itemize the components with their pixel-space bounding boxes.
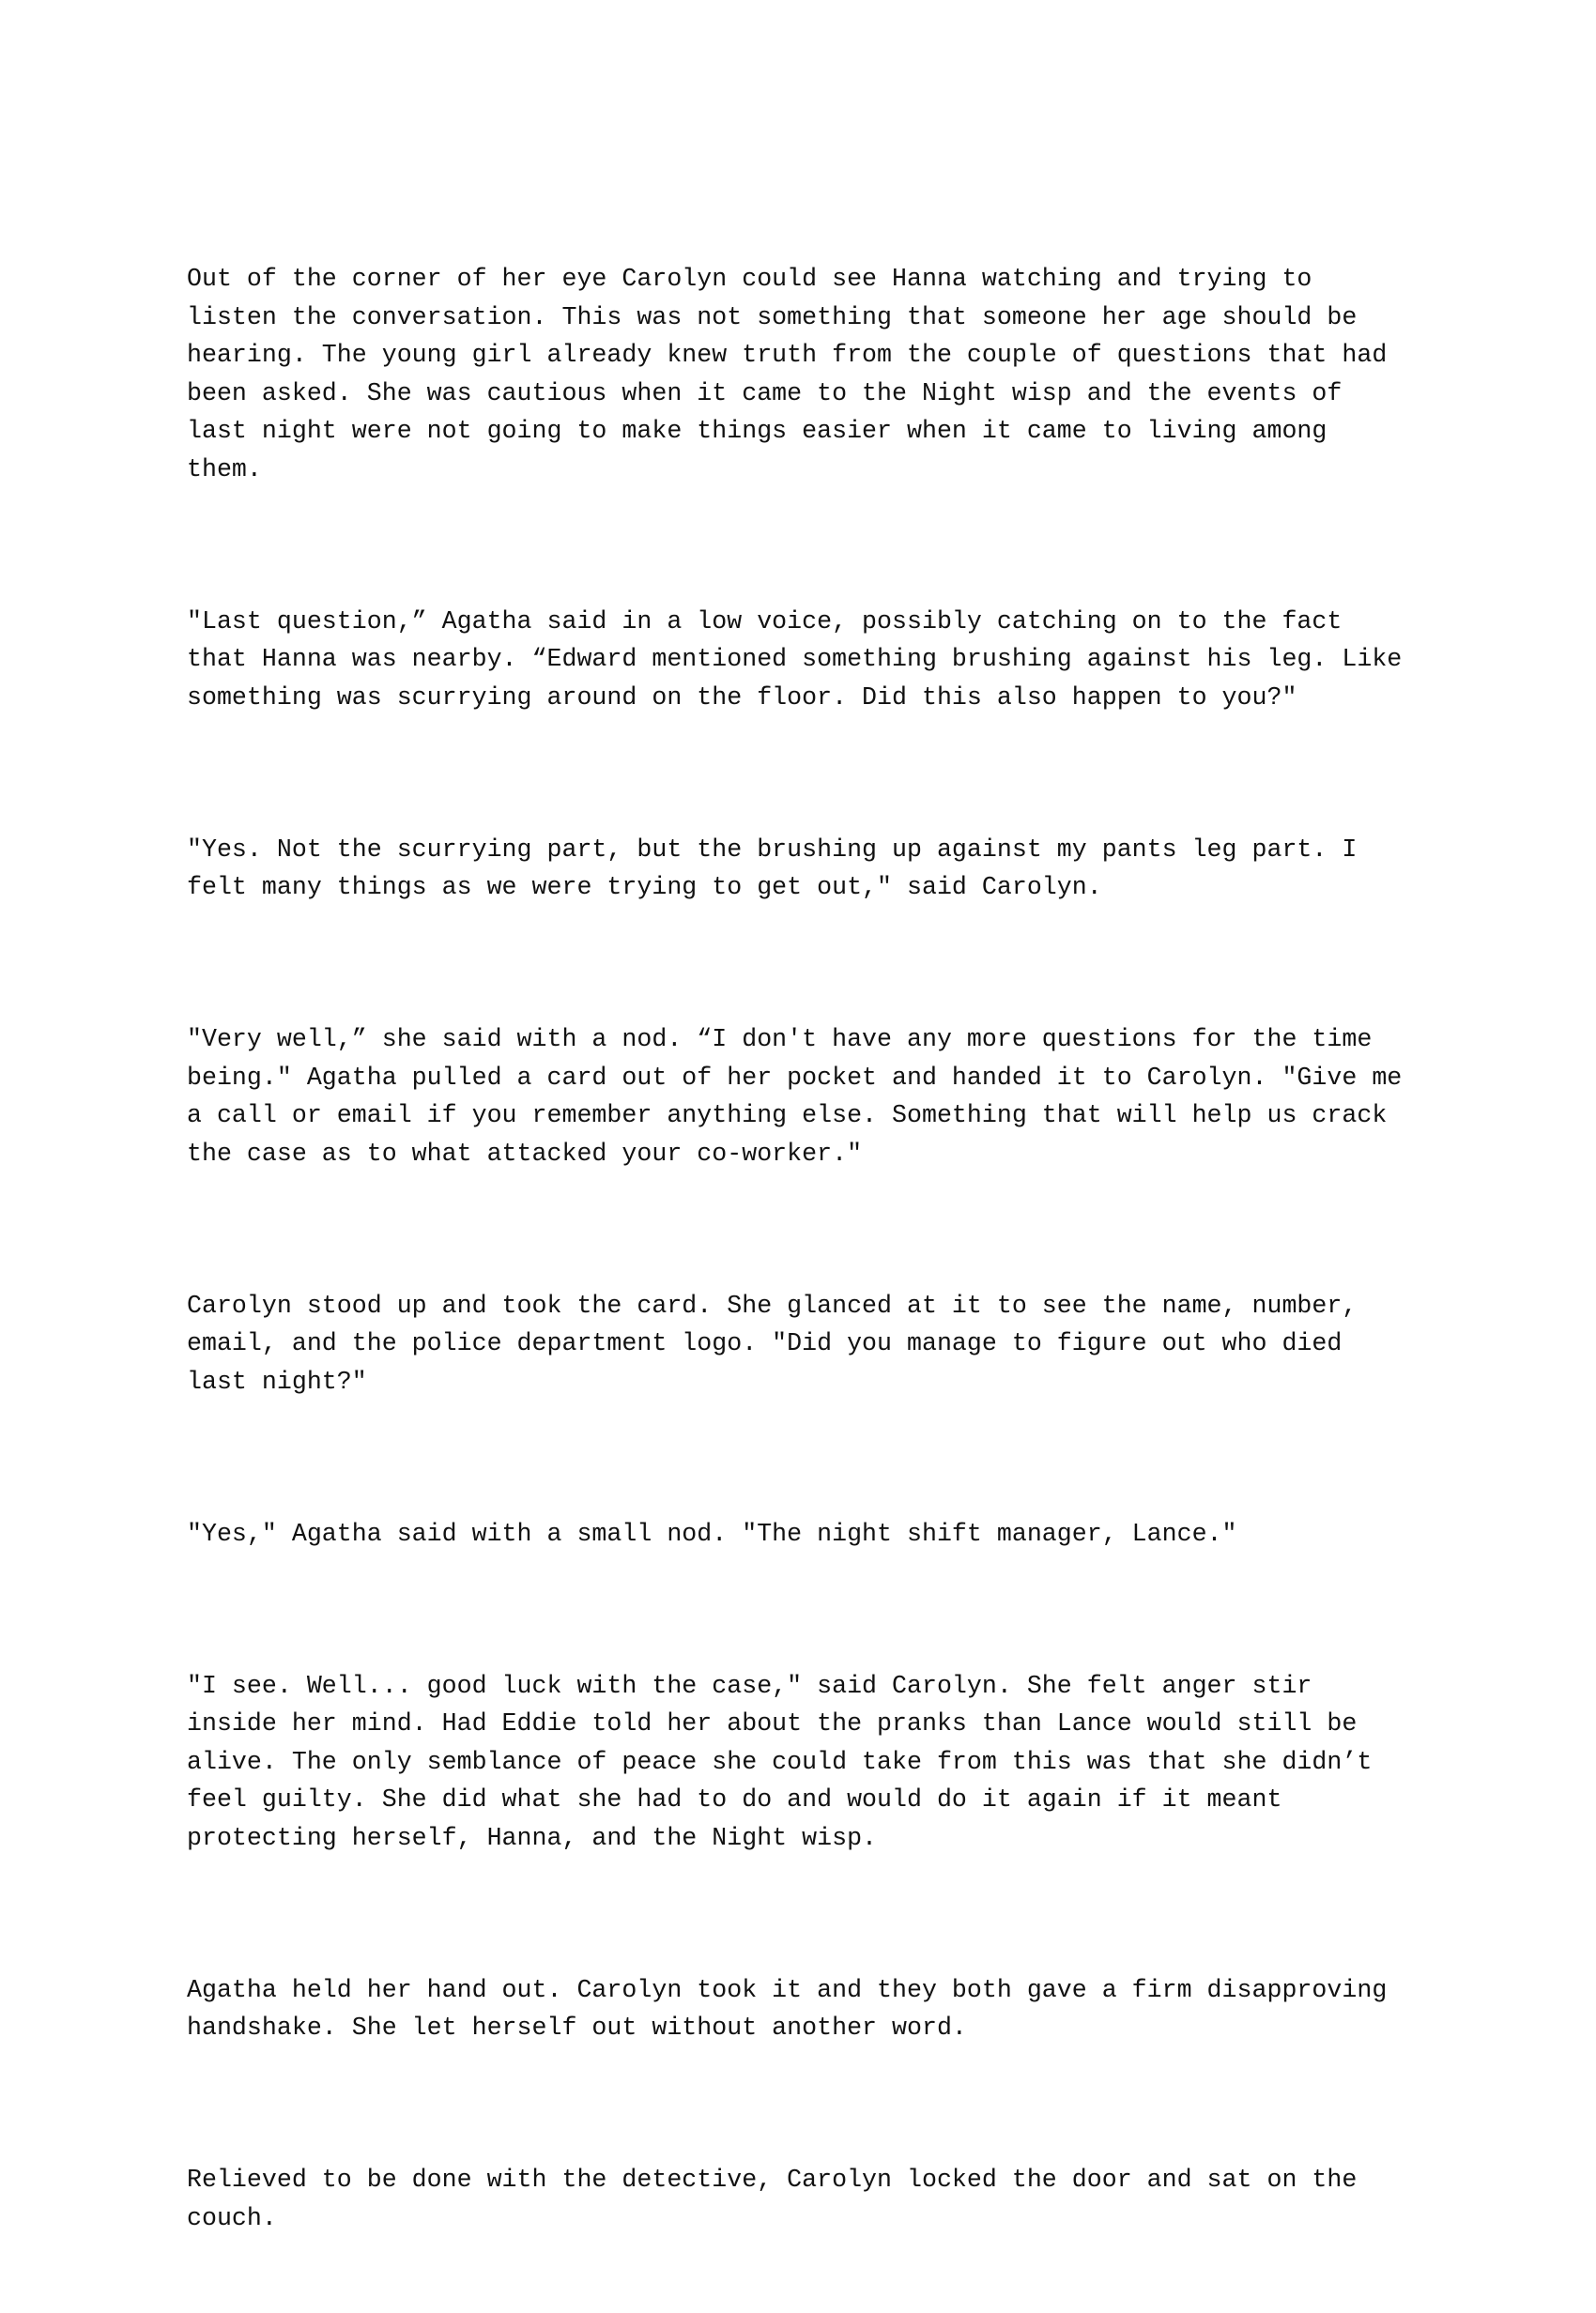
paragraph: "Yes. Not the scurrying part, but the brushing up against my pants leg part. I felt many things as we were trying to get out," said Carolyn. [187,835,1373,901]
paragraph: "I see. Well... good luck with the case," said Carolyn. She felt anger stir inside her mind. Had Eddie told her about the pranks than Lance would still be alive. The only semblance of peace she could take from this was that she didn’t feel guilty. She did what she had to do and would do it again if it meant protecting herself, Hanna, and the Night wisp. [187,1671,1388,1852]
paragraph: "Very well,” she said with a nod. “I don't have any more questions for the time being." Agatha pulled a card out of her pocket and handed it to Carolyn. "Give me a call or email if you remember anything else. Something that will help us crack the case as to what attacked your co-worker." [187,1025,1418,1168]
paragraph: "Last question,” Agatha said in a low voice, possibly catching on to the fact that Hanna was nearby. “Edward mentioned something brushing against his leg. Like something was scurrying around on the floor. Did this also happen to you?" [187,606,1418,712]
paragraph: Carolyn stood up and took the card. She glanced at it to see the name, number, email, and the police department logo. "Did you manage to figure out who died last night?" [187,1291,1373,1396]
paragraph: "Yes," Agatha said with a small nod. "The night shift manager, Lance." [187,1519,1237,1548]
manuscript-text-body [187,184,1418,2313]
paragraph: Agatha held her hand out. Carolyn took it and they both gave a firm disapproving handshake. She let herself out without another word. [187,1975,1403,2042]
paragraph: Relieved to be done with the detective, Carolyn locked the door and sat on the couch. [187,2166,1373,2232]
paragraph: Out of the corner of her eye Carolyn could see Hanna watching and trying to listen the conversation. This was not something that someone her age should be hearing. The young girl already knew truth from the couple of questions that had been asked. She was cautious when it came to the Night wisp and the events of last night were not going to make things easier when it came to living among them. [187,265,1403,483]
